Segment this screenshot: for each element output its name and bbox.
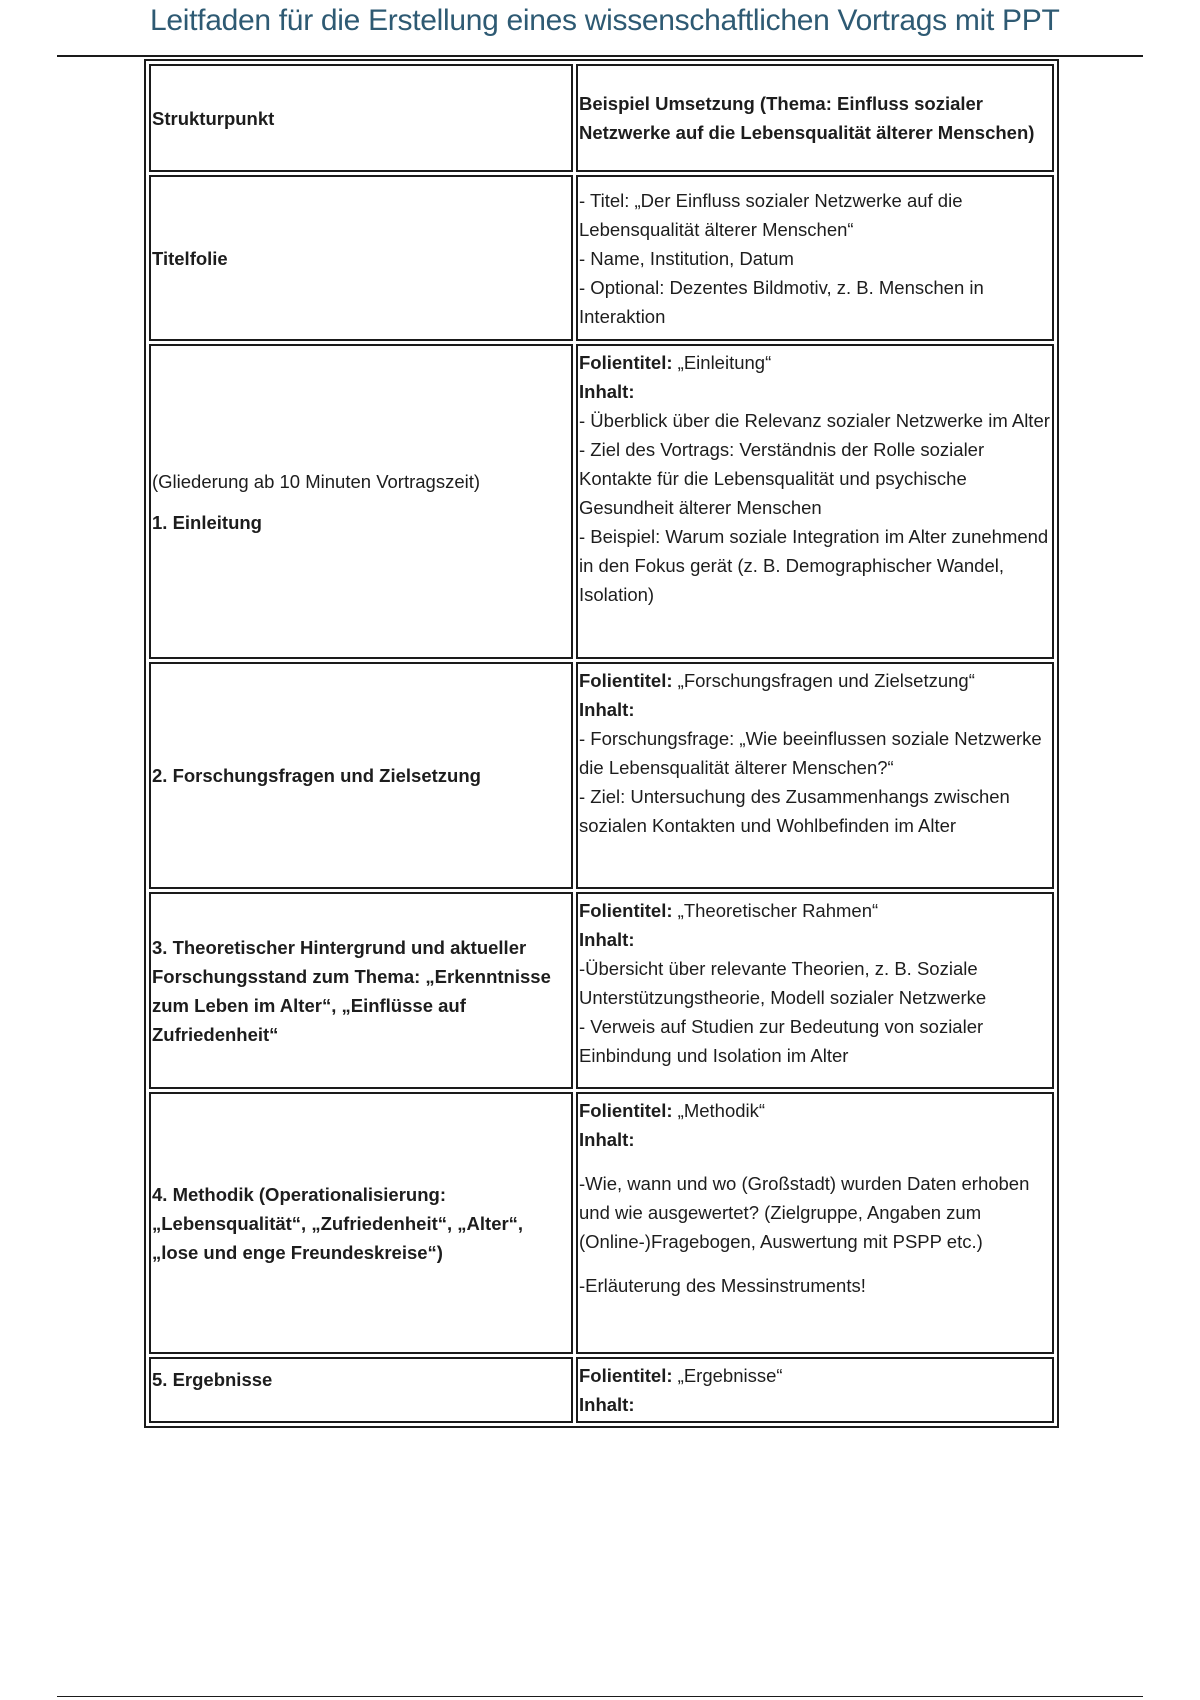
slide-title-label: Folientitel: [579,1365,673,1386]
table-row-research-questions [149,662,1054,889]
content-label: Inhalt: [579,1394,635,1415]
content-line: - Name, Institution, Datum [579,247,794,269]
example-cell [576,1092,1054,1354]
outline-note: (Gliederung ab 10 Minuten Vortragszeit) [152,470,481,492]
table-row-title-slide [149,175,1054,341]
slide-title-label: Folientitel: [579,1100,673,1121]
structure-point-cell: 5. Ergebnisse [149,1357,573,1423]
structure-point-cell: Titelfolie [149,175,573,341]
slide-title-line [579,1361,1052,1390]
structure-point-cell: 2. Forschungsfragen und Zielsetzung [149,662,573,889]
slide-title-value: „Methodik“ [672,1100,766,1121]
content-line: - Ziel: Untersuchung des Zusammenhangs zwischen sozialen Kontakten und Wohlbefinden im Alter [579,786,1010,836]
example-cell [576,662,1054,889]
table-row-introduction [149,344,1054,659]
content-line: - Optional: Dezentes Bildmotiv, z. B. Menschen in Interaktion [579,276,984,327]
content-label: Inhalt: [579,1129,635,1150]
slide-title-value: „Einleitung“ [672,352,772,373]
content-label: Inhalt: [579,699,635,720]
content-line: - Forschungsfrage: „Wie beeinflussen soziale Netzwerke die Lebensqualität älterer Menschen?“ [579,728,1042,778]
structure-point-label: 1. Einleitung [152,511,262,533]
content-line: -Erläuterung des Messinstruments! [579,1275,866,1296]
content-line: - Titel: „Der Einfluss sozialer Netzwerke auf die Lebensqualität älterer Menschen“ [579,189,963,240]
structure-point-cell: 3. Theoretischer Hintergrund und aktueller Forschungsstand zum Thema: „Erkenntnisse zum Leben im Alter“, „Einflüsse auf Zufriedenheit“ [149,892,573,1089]
table-row-methodology [149,1092,1054,1354]
structure-point-cell [149,344,573,659]
example-cell [576,1357,1054,1423]
example-cell [576,344,1054,659]
slide-title-line [579,348,1052,377]
content-line: - Überblick über die Relevanz sozialer Netzwerke im Alter [579,410,1050,431]
slide-title-value: „Theoretischer Rahmen“ [672,900,879,921]
slide-title-line [579,896,1052,925]
slide-title-label: Folientitel: [579,900,673,921]
slide-title-line [579,666,1052,695]
title-divider [57,55,1143,57]
example-cell [576,892,1054,1089]
slide-title-label: Folientitel: [579,352,673,373]
table-row-theoretical-background [149,892,1054,1089]
footer-divider [57,1696,1143,1697]
slide-title-label: Folientitel: [579,670,673,691]
document-title: Leitfaden für die Erstellung eines wissenschaftlichen Vortrags mit PPT [150,4,1060,37]
table-row-results [149,1357,1054,1423]
header-structure-point: Strukturpunkt [149,64,573,172]
content-label: Inhalt: [579,929,635,950]
presentation-outline-table [144,59,1059,1428]
header-example-implementation: Beispiel Umsetzung (Thema: Einfluss sozialer Netzwerke auf die Lebensqualität älterer Menschen) [576,64,1054,172]
slide-title-value: „Ergebnisse“ [672,1365,783,1386]
slide-title-line [579,1096,1052,1125]
content-line: - Ziel des Vortrags: Verständnis der Rolle sozialer Kontakte für die Lebensqualität und psychische Gesundheit älterer Menschen [579,439,985,518]
structure-point-cell: 4. Methodik (Operationalisierung: „Lebensqualität“, „Zufriedenheit“, „Alter“, „lose und enge Freundeskreise“) [149,1092,573,1354]
content-line: -Übersicht über relevante Theorien, z. B. Soziale Unterstützungstheorie, Modell sozialer Netzwerke [579,958,987,1008]
content-line: -Wie, wann und wo (Großstadt) wurden Daten erhoben und wie ausgewertet? (Zielgruppe, Angaben zum (Online-)Fragebogen, Auswertung mit PSPP etc.) [579,1173,1030,1252]
content-line: - Verweis auf Studien zur Bedeutung von sozialer Einbindung und Isolation im Alter [579,1016,984,1066]
content-label: Inhalt: [579,381,635,402]
content-line: - Beispiel: Warum soziale Integration im Alter zunehmend in den Fokus gerät (z. B. Demographischer Wandel, Isolation) [579,526,1049,605]
example-cell [576,175,1054,341]
table-header-row [149,64,1054,172]
slide-title-value: „Forschungsfragen und Zielsetzung“ [672,670,975,691]
